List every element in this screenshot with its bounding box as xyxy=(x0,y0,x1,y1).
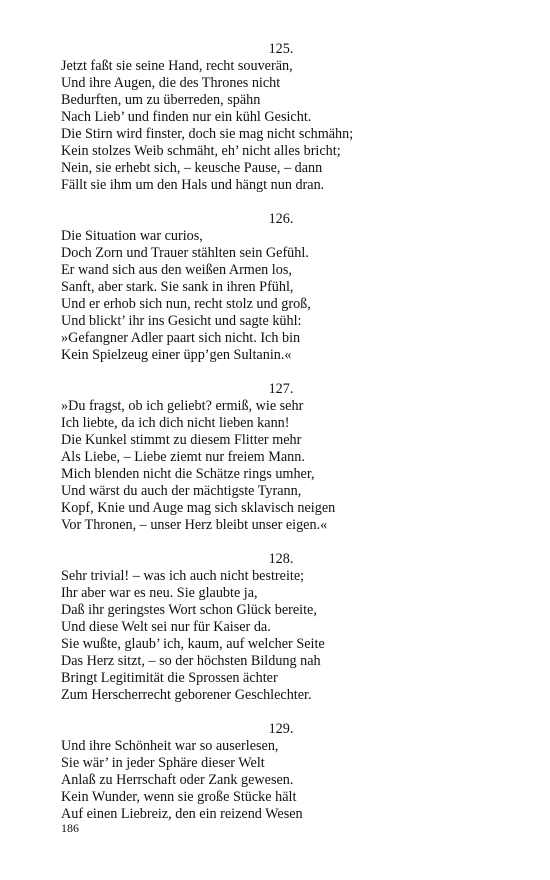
stanza-125 xyxy=(61,41,501,194)
verse-line: Kein Spielzeug einer üpp’gen Sultanin.« xyxy=(61,347,292,363)
verse-line: Er wand sich aus den weißen Armen los, xyxy=(61,262,292,278)
stanza-number: 125. xyxy=(268,41,294,57)
verse-line: Doch Zorn und Trauer stählten sein Gefühl. xyxy=(61,245,309,261)
verse-line: Die Stirn wird finster, doch sie mag nicht schmähn; xyxy=(61,126,354,142)
verse-line: Nein, sie erhebt sich, – keusche Pause, – dann xyxy=(61,160,323,176)
verse-line: Und diese Welt sei nur für Kaiser da. xyxy=(61,619,271,635)
stanza-number: 129. xyxy=(268,721,294,737)
verse-line: »Du fragst, ob ich geliebt? ermiß, wie sehr xyxy=(61,398,304,414)
verse-line: Sie wußte, glaub’ ich, kaum, auf welcher Seite xyxy=(61,636,325,652)
verse-line: Und ihre Augen, die des Thrones nicht xyxy=(61,75,281,91)
stanza-128 xyxy=(61,551,501,704)
stanza-number: 126. xyxy=(268,211,294,227)
verse-line: Kopf, Knie und Auge mag sich sklavisch neigen xyxy=(61,500,336,516)
verse-line: »Gefangner Adler paart sich nicht. Ich bin xyxy=(61,330,301,346)
verse-line: Das Herz sitzt, – so der höchsten Bildung nah xyxy=(61,653,321,669)
verse-line: Daß ihr geringstes Wort schon Glück bereite, xyxy=(61,602,317,618)
verse-line: Kein Wunder, wenn sie große Stücke hält xyxy=(61,789,297,805)
verse-line: Als Liebe, – Liebe ziemt nur freiem Mann. xyxy=(61,449,305,465)
verse-line: Kein stolzes Weib schmäht, eh’ nicht alles bricht; xyxy=(61,143,341,159)
verse-line: Bedurften, um zu überreden, spähn xyxy=(61,92,261,108)
page-number: 186 xyxy=(61,821,79,835)
stanza-number: 127. xyxy=(268,381,294,397)
verse-line: Sie wär’ in jeder Sphäre dieser Welt xyxy=(61,755,265,771)
page-body xyxy=(61,41,501,840)
verse-line: Nach Lieb’ und finden nur ein kühl Gesicht. xyxy=(61,109,312,125)
stanza-129 xyxy=(61,721,501,823)
verse-line: Fällt sie ihm um den Hals und hängt nun dran. xyxy=(61,177,325,193)
verse-line: Mich blenden nicht die Schätze rings umher, xyxy=(61,466,315,482)
verse-line: Ich liebte, da ich dich nicht lieben kann! xyxy=(61,415,290,431)
verse-line: Die Kunkel stimmt zu diesem Flitter mehr xyxy=(61,432,302,448)
stanza-126 xyxy=(61,211,501,364)
verse-line: Vor Thronen, – unser Herz bleibt unser eigen.« xyxy=(61,517,328,533)
verse-line: Jetzt faßt sie seine Hand, recht souverän, xyxy=(61,58,293,74)
stanza-number: 128. xyxy=(268,551,294,567)
verse-line: Die Situation war curios, xyxy=(61,228,203,244)
verse-line: Anlaß zu Herrschaft oder Zank gewesen. xyxy=(61,772,294,788)
verse-line: Sehr trivial! – was ich auch nicht bestreite; xyxy=(61,568,305,584)
verse-line: Und er erhob sich nun, recht stolz und groß, xyxy=(61,296,311,312)
verse-line: Und wärst du auch der mächtigste Tyrann, xyxy=(61,483,302,499)
verse-line: Sanft, aber stark. Sie sank in ihren Pfühl, xyxy=(61,279,294,295)
verse-line: Und ihre Schönheit war so auserlesen, xyxy=(61,738,279,754)
verse-line: Bringt Legitimität die Sprossen ächter xyxy=(61,670,278,686)
stanza-127 xyxy=(61,381,501,534)
verse-line: Und blickt’ ihr ins Gesicht und sagte kühl: xyxy=(61,313,302,329)
verse-line: Ihr aber war es neu. Sie glaubte ja, xyxy=(61,585,258,601)
verse-line: Zum Herscherrecht geborener Geschlechter. xyxy=(61,687,312,703)
verse-line: Auf einen Liebreiz, den ein reizend Wesen xyxy=(61,806,303,822)
